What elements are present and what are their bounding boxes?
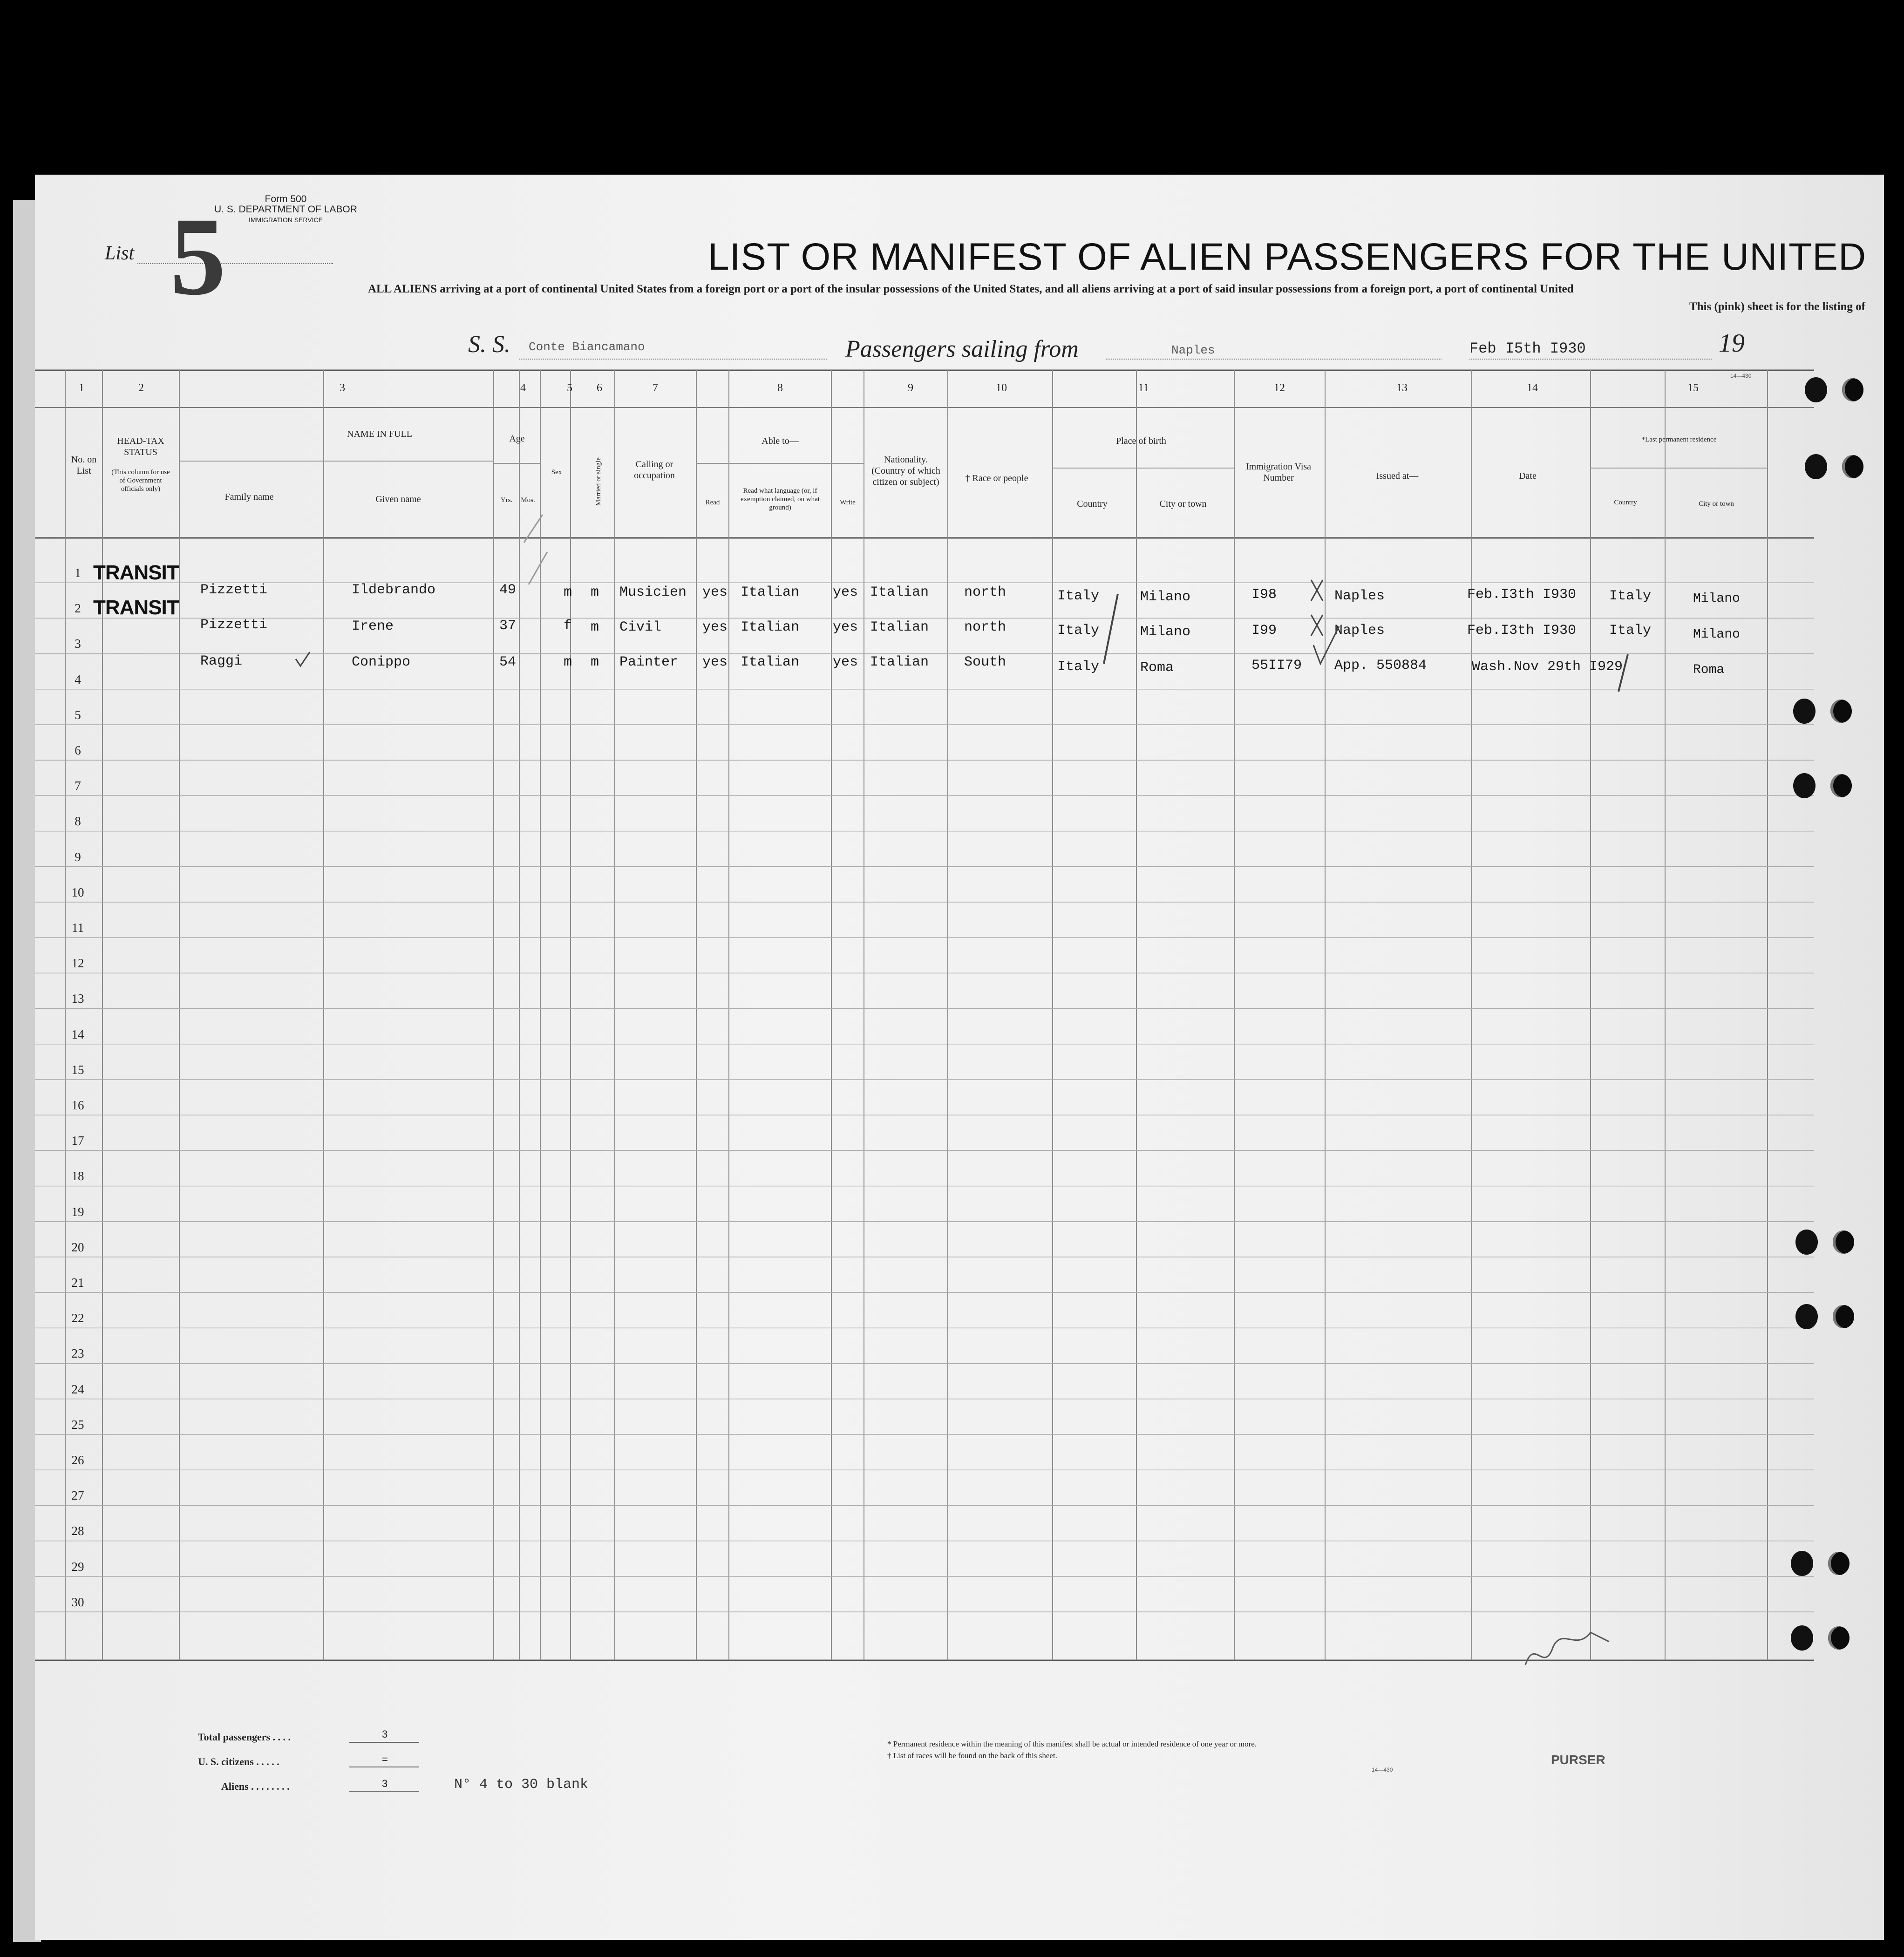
us-citizens-label: U. S. citizens . . . . . xyxy=(198,1756,279,1767)
binding-hole xyxy=(1805,377,1827,402)
row-number: 17 xyxy=(71,1134,84,1148)
check-mark xyxy=(296,652,310,666)
row-number: 15 xyxy=(71,1062,84,1077)
row-number: 22 xyxy=(71,1311,84,1325)
manifest-subtitle: ALL ALIENS arriving at a port of continental United States from a foreign port or a port of the insular possessions of the United States, and all aliens arriving at a port of said insular possessions from a foreign port, a port of continental United xyxy=(368,283,1574,295)
sailing-label: Passengers sailing from xyxy=(845,336,1079,362)
row-number: 12 xyxy=(71,956,84,971)
married: m xyxy=(591,619,599,635)
header-res-city: City or town xyxy=(1699,500,1734,508)
column-number: 11 xyxy=(1138,382,1149,394)
row-number: 13 xyxy=(71,992,84,1006)
header-able-to: Able to— xyxy=(762,436,799,446)
age-years: 37 xyxy=(499,618,517,634)
sex: m xyxy=(564,584,572,600)
married: m xyxy=(591,584,599,600)
row-number: 6 xyxy=(75,743,81,757)
column-number: 2 xyxy=(138,382,144,394)
binding-hole xyxy=(1842,378,1863,401)
form-number: Form 500 xyxy=(265,194,307,204)
visa-date: Feb.I3th I930 xyxy=(1467,623,1577,639)
read: yes xyxy=(702,654,728,670)
row-number: 27 xyxy=(71,1488,84,1503)
binding-hole xyxy=(1830,774,1852,797)
column-number: 10 xyxy=(996,382,1007,394)
header-date: Date xyxy=(1519,471,1537,481)
read-language: Italian xyxy=(741,584,800,600)
given-name: Irene xyxy=(352,618,394,634)
header-mos: Mos. xyxy=(521,496,535,504)
sailing-port: Naples xyxy=(1171,343,1215,357)
race: north xyxy=(964,584,1006,600)
res-country: Italy xyxy=(1609,623,1652,639)
header-place-of-birth: Place of birth xyxy=(1116,436,1166,446)
row-number: 14 xyxy=(71,1027,84,1041)
x-mark xyxy=(1311,580,1323,601)
row-number: 5 xyxy=(75,707,81,722)
birth-country: Italy xyxy=(1057,623,1100,639)
row-number: 28 xyxy=(71,1524,84,1538)
header-married: Married or single xyxy=(595,457,602,506)
column-number: 6 xyxy=(597,382,602,394)
head-tax-stamp: TRANSIT xyxy=(93,561,179,584)
visa-date: Wash.Nov 29th I929 xyxy=(1472,659,1623,675)
birth-city: Milano xyxy=(1140,589,1191,605)
header-given-name: Given name xyxy=(375,494,421,504)
calling: Painter xyxy=(619,654,679,670)
column-number: 3 xyxy=(340,382,345,394)
ship-label: S. S. xyxy=(468,331,510,358)
binding-hole xyxy=(1793,773,1816,798)
us-citizens-value: = xyxy=(382,1753,388,1765)
res-country: Italy xyxy=(1609,588,1652,604)
header-head-tax: HEAD-TAX STATUS xyxy=(117,436,164,457)
form-code-footer: 14—430 xyxy=(1372,1767,1393,1773)
binding-hole xyxy=(1795,1230,1818,1255)
binding-hole xyxy=(1830,700,1852,723)
pencil-stroke xyxy=(1104,594,1118,664)
header-no-on-list: No. on List xyxy=(71,455,97,476)
binding-hole xyxy=(1791,1625,1813,1651)
binding-hole xyxy=(1828,1552,1850,1575)
issued-at: Naples xyxy=(1334,623,1385,639)
visa-number: I99 xyxy=(1251,623,1277,639)
row-number: 19 xyxy=(71,1204,84,1219)
column-number: 14 xyxy=(1527,382,1538,394)
read: yes xyxy=(702,584,728,600)
family-name: Pizzetti xyxy=(200,582,268,598)
check-mark xyxy=(1313,626,1339,664)
row-number: 21 xyxy=(71,1276,84,1290)
service-name: IMMIGRATION SERVICE xyxy=(248,216,323,224)
column-number: 5 xyxy=(567,382,572,394)
row-number: 18 xyxy=(71,1169,84,1183)
row-number: 8 xyxy=(75,814,81,829)
header-name-in-full: NAME IN FULL xyxy=(347,429,412,439)
x-mark xyxy=(1311,615,1323,636)
read-language: Italian xyxy=(741,619,800,635)
header-visa: Immigration Visa Number xyxy=(1245,462,1312,483)
purser-label: PURSER xyxy=(1551,1753,1605,1767)
read: yes xyxy=(702,619,728,635)
nationality: Italian xyxy=(870,654,929,670)
row-number: 11 xyxy=(72,921,84,935)
column-number: 8 xyxy=(777,382,783,394)
sex: m xyxy=(564,654,572,670)
binding-hole xyxy=(1791,1551,1813,1576)
totals-underline xyxy=(349,1742,419,1743)
row-number: 2 xyxy=(75,601,81,616)
given-name: Ildebrando xyxy=(352,582,436,598)
birth-city: Roma xyxy=(1140,660,1174,676)
race: north xyxy=(964,619,1006,635)
header-race: † Race or people xyxy=(965,473,1028,483)
res-city: Roma xyxy=(1693,663,1725,677)
aliens-label: Aliens . . . . . . . . xyxy=(221,1780,290,1792)
department-name: U. S. DEPARTMENT OF LABOR xyxy=(214,204,357,215)
row-number: 25 xyxy=(71,1417,84,1432)
header-read: Read xyxy=(705,499,720,506)
row-number: 7 xyxy=(75,779,81,793)
row-number: 26 xyxy=(71,1453,84,1467)
head-tax-stamp: TRANSIT xyxy=(93,596,179,619)
family-name: Pizzetti xyxy=(200,617,268,633)
married: m xyxy=(591,654,599,670)
row-number: 30 xyxy=(71,1595,84,1609)
issued-at: App. 550884 xyxy=(1334,658,1427,673)
binding-hole xyxy=(1828,1626,1850,1650)
header-birth-city: City or town xyxy=(1159,499,1207,509)
blank-rows-note: N° 4 to 30 blank xyxy=(454,1777,589,1793)
list-number: 5 xyxy=(170,194,226,318)
issued-at: Naples xyxy=(1334,588,1385,604)
write: yes xyxy=(833,584,858,600)
list-label: List xyxy=(105,243,135,264)
visa-number: I98 xyxy=(1251,587,1277,603)
row-number: 9 xyxy=(75,849,81,864)
calling: Musicien xyxy=(619,584,687,600)
nationality: Italian xyxy=(870,584,929,600)
sailing-date: Feb I5th I930 xyxy=(1469,340,1586,357)
birth-country: Italy xyxy=(1057,588,1100,604)
total-passengers-value: 3 xyxy=(382,1728,388,1740)
column-number: 13 xyxy=(1396,382,1408,394)
row-number: 24 xyxy=(71,1382,84,1396)
res-city: Milano xyxy=(1693,591,1740,606)
footnote-race: † List of races will be found on the back of this sheet. xyxy=(887,1751,1057,1760)
manifest-title: LIST OR MANIFEST OF ALIEN PASSENGERS FOR THE UNITED xyxy=(708,236,1867,278)
read-language: Italian xyxy=(741,654,800,670)
row-number: 1 xyxy=(75,566,81,580)
age-years: 49 xyxy=(499,582,517,598)
res-city: Milano xyxy=(1693,627,1740,642)
binding-hole xyxy=(1805,454,1827,479)
row-number: 16 xyxy=(71,1098,84,1112)
row-number: 3 xyxy=(75,637,81,651)
pencil-annotations xyxy=(35,175,1884,1940)
footnote-permanent-residence: * Permanent residence within the meaning of this manifest shall be actual or intended residence of one year or more. xyxy=(887,1740,1257,1748)
row-number: 23 xyxy=(71,1346,84,1361)
race: South xyxy=(964,654,1006,670)
column-number: 12 xyxy=(1274,382,1285,394)
binding-hole xyxy=(1842,455,1863,478)
visa-number: 55II79 xyxy=(1251,658,1302,673)
row-number: 29 xyxy=(71,1559,84,1574)
column-number: 4 xyxy=(520,382,526,394)
purser-signature xyxy=(1525,1632,1609,1665)
write: yes xyxy=(833,654,858,670)
nationality: Italian xyxy=(870,619,929,635)
header-head-tax-note: (This column for use of Government officials only) xyxy=(111,469,170,493)
column-number: 7 xyxy=(653,382,658,394)
header-write: Write xyxy=(840,499,856,506)
pencil-stroke xyxy=(524,515,547,584)
column-number: 1 xyxy=(79,382,84,394)
visa-date: Feb.I3th I930 xyxy=(1467,587,1577,603)
write: yes xyxy=(833,619,858,635)
header-nationality: Nationality. (Country of which citizen or subject) xyxy=(871,455,940,487)
pencil-stroke xyxy=(1618,654,1628,692)
binding-hole xyxy=(1793,699,1816,724)
aliens-value: 3 xyxy=(382,1778,388,1789)
header-birth-country: Country xyxy=(1077,499,1108,509)
header-yrs: Yrs. xyxy=(500,496,513,504)
total-passengers-label: Total passengers . . . . xyxy=(198,1731,291,1743)
row-number: 10 xyxy=(71,885,84,899)
calling: Civil xyxy=(619,619,662,635)
totals-underline xyxy=(349,1791,419,1792)
birth-country: Italy xyxy=(1057,659,1100,675)
header-sex: Sex xyxy=(551,469,562,476)
column-number: 15 xyxy=(1687,382,1699,394)
row-number: 4 xyxy=(75,672,81,686)
header-age: Age xyxy=(509,434,525,444)
row-number: 20 xyxy=(71,1240,84,1254)
binding-hole xyxy=(1833,1305,1854,1328)
header-res-country: Country xyxy=(1614,499,1637,506)
manifest-sheet xyxy=(35,175,1884,1940)
header-read-language: Read what language (or, if exemption claimed, on what ground) xyxy=(741,487,820,511)
binding-hole xyxy=(1795,1304,1818,1329)
ship-name: Conte Biancamano xyxy=(529,340,645,354)
given-name: Conippo xyxy=(352,654,411,670)
binding-hole xyxy=(1833,1230,1854,1254)
manifest-subtitle-2: This (pink) sheet is for the listing of xyxy=(1689,300,1865,313)
sex: f xyxy=(564,618,572,634)
family-name: Raggi xyxy=(200,653,243,669)
form-code: 14—430 xyxy=(1730,373,1752,379)
column-number: 9 xyxy=(908,382,913,394)
header-issued-at: Issued at— xyxy=(1376,471,1419,481)
year-label: 19 xyxy=(1719,329,1745,358)
age-years: 54 xyxy=(499,654,517,670)
header-family-name: Family name xyxy=(224,492,274,502)
birth-city: Milano xyxy=(1140,624,1191,640)
header-calling: Calling or occupation xyxy=(634,459,675,481)
header-last-residence: *Last permanent residence xyxy=(1641,436,1717,443)
